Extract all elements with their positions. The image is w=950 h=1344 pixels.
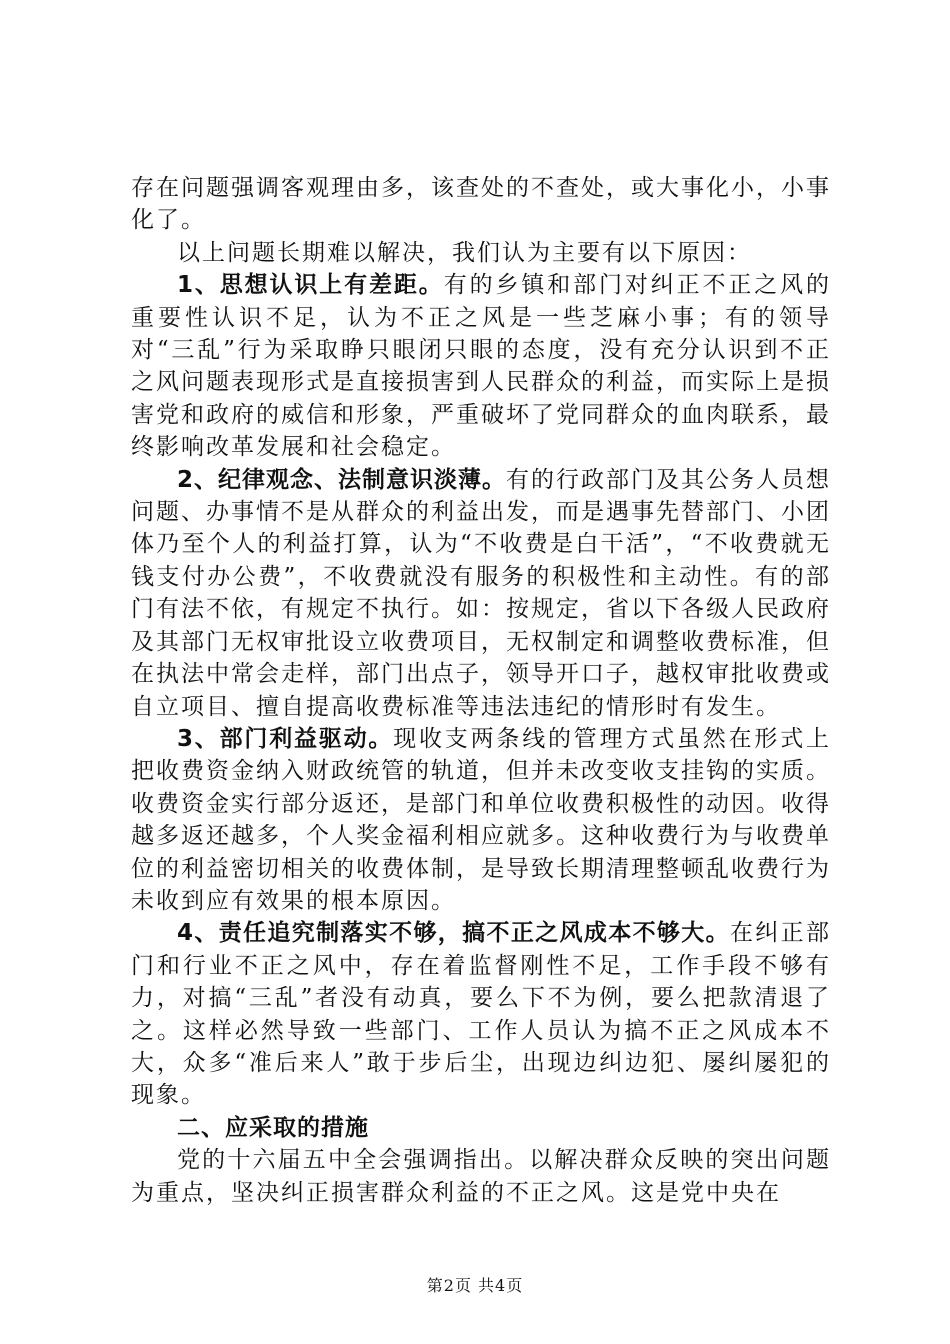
section-2-heading: 2、纪律观念、法制意识淡薄。 bbox=[177, 466, 507, 493]
section-heading-measures: 二、应采取的措施 bbox=[177, 1114, 369, 1141]
document-body bbox=[131, 172, 831, 1209]
section-2-text: 有的行政部门及其公务人员想问题、办事情不是从群众的利益出发，而是遇事先替部门、小团体乃至个人的利益打算，认为“不收费是白干活”，“不收费就无钱支付办公费”，不收费就没有服务的积极性和主动性。有的部门有法不依，有规定不执行。如：按规定，省以下各级人民政府及其部门无权审批设立收费项目，无权制定和调整收费标准，但在执法中常会走样，部门出点子，领导开口子，越权审批收费或自立项目、擅自提高收费标准等违法违纪的情形时有发生。 bbox=[131, 466, 832, 720]
section-3 bbox=[131, 723, 831, 917]
page-number: 第2页 共4页 bbox=[426, 1276, 524, 1295]
section-3-heading: 3、部门利益驱动。 bbox=[177, 725, 394, 752]
section-4 bbox=[131, 917, 831, 1111]
paragraph-intro: 以上问题长期难以解决，我们认为主要有以下原因： bbox=[177, 239, 752, 266]
page-footer bbox=[0, 1273, 950, 1296]
section-1-text: 有的乡镇和部门对纠正不正之风的重要性认识不足，认为不正之风是一些芝麻小事；有的领导对“三乱”行为采取睁只眼闭只眼的态度，没有充分认识到不正之风问题表现形式是直接损害到人民群众的利益，而实际上是损害党和政府的威信和形象，严重破坏了党同群众的血肉联系，最终影响改革发展和社会稳定。 bbox=[131, 272, 831, 461]
section-4-heading: 4、责任追究制落实不够，搞不正之风成本不够大。 bbox=[177, 920, 730, 947]
section-1-heading: 1、思想认识上有差距。 bbox=[177, 272, 444, 299]
section-2 bbox=[131, 464, 831, 723]
paragraph-measures: 党的十六届五中全会强调指出。以解决群众反映的突出问题为重点，坚决纠正损害群众利益的不正之风。这是党中央在 bbox=[131, 1147, 831, 1206]
section-3-text: 现收支两条线的管理方式虽然在形式上把收费资金纳入财政统管的轨道，但并未改变收支挂钩的实质。收费资金实行部分返还，是部门和单位收费积极性的动因。收得越多返还越多，个人奖金福利相应就多。这种收费行为与收费单位的利益密切相关的收费体制，是导致长期清理整顿乱收费行为未收到应有效果的根本原因。 bbox=[131, 725, 831, 914]
section-4-text: 在纠正部门和行业不正之风中，存在着监督刚性不足，工作手段不够有力，对搞“三乱”者没有动真，要么下不为例，要么把款清退了之。这样必然导致一些部门、工作人员认为搞不正之风成本不大，众多“准后来人”敢于步后尘，出现边纠边犯、屡纠屡犯的现象。 bbox=[131, 920, 831, 1109]
paragraph-continued: 存在问题强调客观理由多，该查处的不查处，或大事化小，小事化了。 bbox=[131, 175, 831, 234]
section-1 bbox=[131, 269, 831, 463]
